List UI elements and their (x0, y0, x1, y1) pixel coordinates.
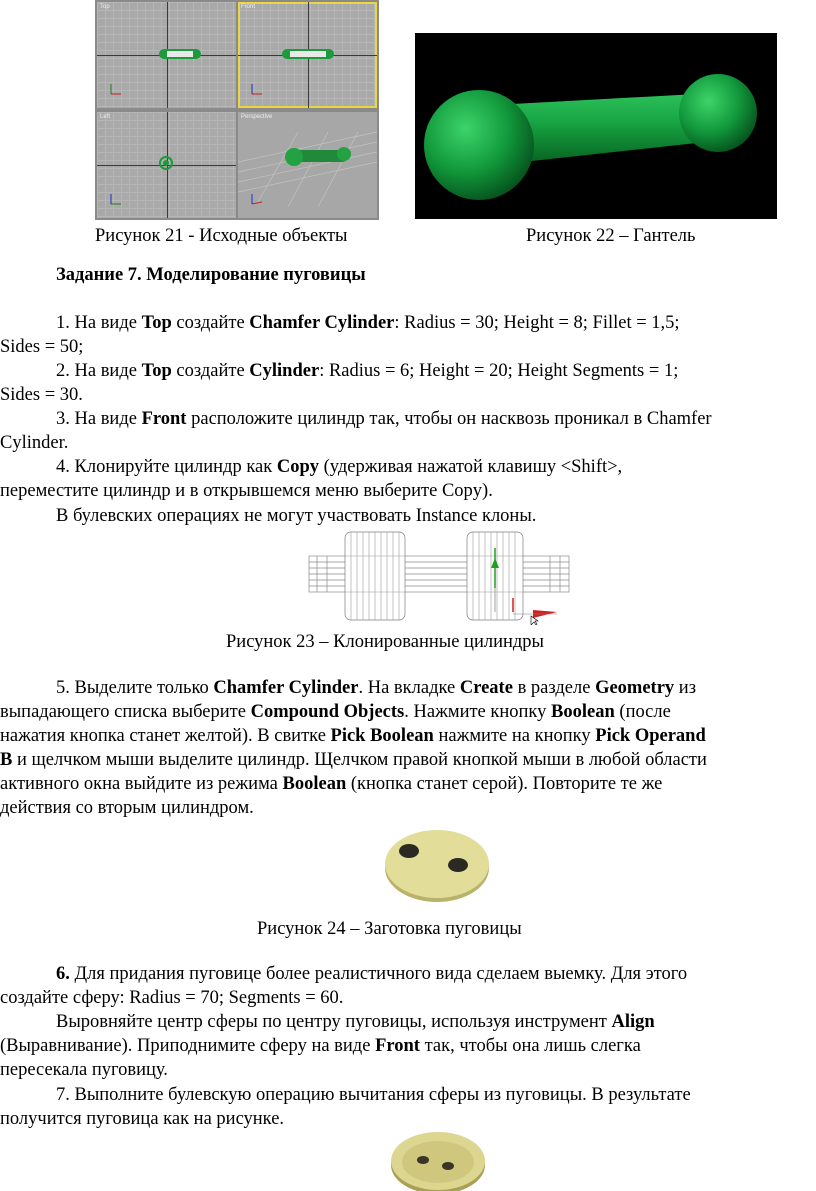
viewport-front (238, 2, 377, 108)
viewport-top-label: Top (100, 4, 110, 10)
figure-24-button-blank (382, 825, 492, 905)
figure-21-caption: Рисунок 21 - Исходные объекты (95, 226, 348, 246)
step-2: 2. На виде Top создайте Cylinder: Radius = 6; Height = 20; Height Segments = 1; Sides = 30. (0, 361, 679, 405)
align-paragraph: Выровняйте центр сферы по центру пуговицы, используя инструмент Align (Выравнивание). Приподнимите сферу на виде Front так, чтобы она лишь слегка пересекала пуговицу. (0, 1012, 655, 1080)
step-4: 4. Клонируйте цилиндр как Copy (удерживая нажатой клавишу <Shift>, переместите цилиндр и в открывшемся меню выберите Copy). (0, 457, 623, 501)
step-5: 5. Выделите только Chamfer Cylinder. На вкладке Create в разделе Geometry из выпадающего списка выберите Compound Objects. Нажмите кнопку Boolean (после нажатия кнопка станет желтой). В свитке Pick Boolean нажмите на кнопку Pick Operand B и щелчком мыши выделите цилиндр. Щелчком правой кнопкой мыши в любой области активного окна выйдите из режима Boolean (кнопка станет серой). Повторите те же действия со вторым цилиндром. (0, 678, 707, 818)
figure-21-viewports (95, 0, 379, 220)
figure-24-caption: Рисунок 24 – Заготовка пуговицы (257, 919, 522, 939)
viewport-perspective-label: Perspective (241, 114, 273, 120)
final-button-figure (388, 1131, 488, 1191)
task-title: Задание 7. Моделирование пуговицы (56, 265, 366, 285)
step-6: 6. Для придания пуговице более реалистичного вида сделаем выемку. Для этого создайте сферу: Radius = 70; Segments = 60. (0, 964, 688, 1008)
step-1: 1. На виде Top создайте Chamfer Cylinder: Radius = 30; Height = 8; Fillet = 1,5; Sides = 50; (0, 313, 680, 357)
figure-23-caption: Рисунок 23 – Клонированные цилиндры (226, 632, 544, 652)
viewport-left (97, 112, 236, 218)
viewport-left-label: Left (100, 114, 111, 120)
step-3: 3. На виде Front расположите цилиндр так, чтобы он насквозь проникал в Chamfer Cylinder. (0, 409, 712, 453)
figure-22-dumbbell-render (415, 33, 777, 219)
viewport-top (97, 2, 236, 108)
figure-22-caption: Рисунок 22 – Гантель (526, 226, 696, 246)
viewport-perspective (238, 112, 377, 218)
figure-23-wireframe (305, 528, 573, 625)
step-7: 7. Выполните булевскую операцию вычитания сферы из пуговицы. В результате получится пуговица как на рисунке. (0, 1085, 691, 1129)
viewport-front-label: Front (241, 4, 256, 10)
instance-note: В булевских операциях не могут участвовать Instance клоны. (56, 506, 537, 526)
